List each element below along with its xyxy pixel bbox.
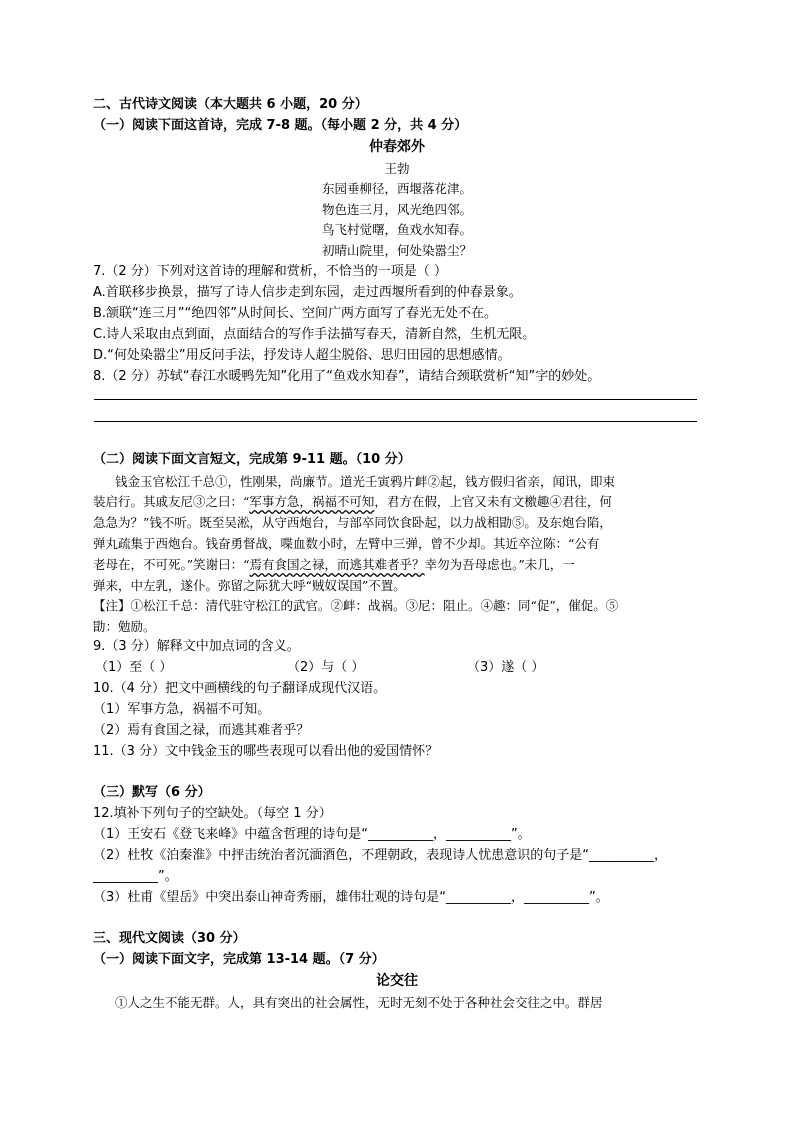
passage-text: 装启行。其戚友尼③之曰：“ <box>93 494 250 509</box>
poem-line: 鸟飞村觉曙，鱼戏水知春。 <box>321 222 472 237</box>
underlined-sentence: 军事方急，祸福不可知 <box>249 494 375 509</box>
question-11-stem: 11.（3 分）文中钱金玉的哪些表现可以看出他的爱国情怀？ <box>93 744 439 759</box>
poem-line: 物色连三月，风光绝四邻。 <box>321 202 472 217</box>
question-7-option-b: B.颔联“连三月”“绝四邻”从时间长、空间广两方面写了春光无处不在。 <box>93 306 497 321</box>
question-12-item: （3）杜甫《望岳》中突出泰山神奇秀丽，雄伟壮观的诗句是“__________，__________”。 <box>93 890 609 905</box>
poem-line: 初晴山院里，何处染嚣尘？ <box>321 243 472 258</box>
poem-title: 仲春郊外 <box>369 139 425 155</box>
passage-line: 弹丸疏集于西炮台。钱奋勇督战，喋血数小时，左臂中三弹，曾不少却。其近卒泣陈：“公有 <box>93 536 600 551</box>
question-10-sentence: （1）军事方急，祸福不可知。 <box>93 702 271 717</box>
question-10-stem: 10.（4 分）把文中画横线的句子翻译成现代汉语。 <box>93 681 387 696</box>
section-2-heading: 二、古代诗文阅读（本大题共 6 小题，20 分） <box>93 97 368 112</box>
passage-line: 弹来，中左乳，遂仆。弥留之际犹大呼“贼奴误国”不置。 <box>93 578 406 593</box>
passage-line <box>93 493 612 511</box>
answer-line <box>94 399 697 400</box>
question-7-option-d: D.“何处染嚣尘”用反问手法，抒发诗人超尘脱俗、思归田园的思想感情。 <box>93 348 511 363</box>
question-12-stem: 12.填补下列句子的空缺处。（每空 1 分） <box>93 806 332 821</box>
section-3-heading: 三、现代文阅读（30 分） <box>93 931 246 946</box>
question-9-stem: 9.（3 分）解释文中加点词的含义。 <box>93 639 300 654</box>
question-12-item: （1）王安石《登飞来峰》中蕴含哲理的诗句是“__________，__________”。 <box>93 827 531 842</box>
passage-note: 【注】①松江千总：清代驻守松江的武官。②衅：战祸。③尼：阻止。④趣：同“促”，催促。⑤ <box>93 598 619 613</box>
passage-line <box>93 556 575 574</box>
question-9-blank: （1）至（ ） <box>95 660 173 675</box>
passage-text: 幸勿为吾母虑也。”未几，一 <box>424 557 575 572</box>
poem-line: 东园垂柳径，西堰落花津。 <box>321 181 472 196</box>
question-9-blank: （3）遂（ ） <box>467 660 545 675</box>
passage-note: 勖：勉励。 <box>93 619 156 634</box>
passage-text: ，君方在假，上官又未有文檄趣④君往，何 <box>374 494 612 509</box>
question-7-option-c: C.诗人采取由点到面，点面结合的写作手法描写春天，清新自然，生机无限。 <box>93 327 536 342</box>
question-12-item: （2）杜牧《泊秦淮》中抨击统治者沉湎酒色，不理朝政，表现诗人忧患意识的句子是“__________， <box>93 848 668 863</box>
question-12-item: __________”。 <box>93 869 178 884</box>
underlined-sentence: 焉有食国之禄，而逃其难者乎？ <box>249 557 425 572</box>
question-7-stem: 7.（2 分）下列对这首诗的理解和赏析，不恰当的一项是（ ） <box>93 264 447 279</box>
passage-line: 急急为？”钱不听。既至吴淞，从守西炮台，与部卒同饮食卧起，以力战相勖⑤。及东炮台陷， <box>93 515 612 530</box>
part-3-heading: （三）默写（6 分） <box>93 785 211 800</box>
part-1-heading: （一）阅读下面这首诗，完成 7-8 题。（每小题 2 分，共 4 分） <box>93 118 468 133</box>
poem-author: 王勃 <box>384 161 410 176</box>
passage-text: 老母在，不可死。”笑谢曰：“ <box>93 557 250 572</box>
passage-line: 钱金玉官松江千总①，性刚果，尚廉节。道光壬寅鸦片衅②起，钱方假归省亲，闻讯，即束 <box>115 474 616 489</box>
part-2-heading: （二）阅读下面文言短文，完成第 9-11 题。（10 分） <box>93 452 411 467</box>
answer-line <box>94 421 697 422</box>
question-9-blank: （2）与（ ） <box>287 660 365 675</box>
essay-title: 论交往 <box>376 973 418 989</box>
question-7-option-a: A.首联移步换景，描写了诗人信步走到东园，走过西堰所看到的仲春景象。 <box>93 285 522 300</box>
section-3-part-1-heading: （一）阅读下面文字，完成第 13-14 题。（7 分） <box>93 952 385 967</box>
essay-paragraph: ①人之生不能无群。人，具有突出的社会属性，无时无刻不处于各种社会交往之中。群居 <box>115 995 603 1010</box>
question-10-sentence: （2）焉有食国之禄，而逃其难者乎？ <box>93 723 310 738</box>
question-8-stem: 8.（2 分）苏轼“春江水暖鸭先知”化用了“鱼戏水知春”，请结合颈联赏析“知”字的妙处。 <box>93 369 601 384</box>
